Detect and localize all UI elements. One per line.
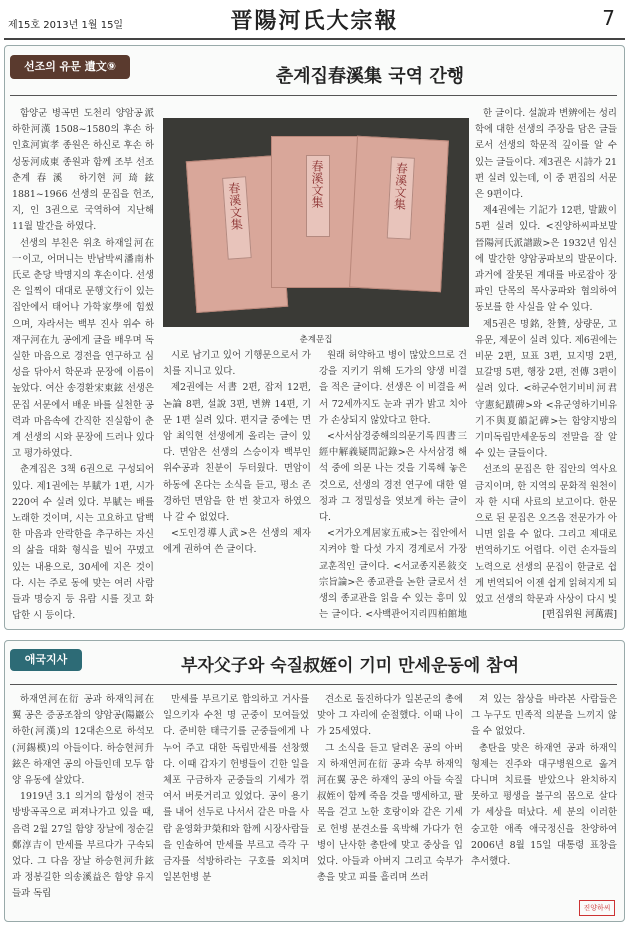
paragraph: 1919년 3.1 의거의 함성이 전국 방방곡곡으로 퍼져나가고 있을 때, 음력 2월 27일 함양 장날에 정순길鄭淳吉이 만세를 부르다가 구속되었다. 그 다음 장날 하승현河升鉉과 정봉길한 의송溪益은 함양 유지들과 독립 xyxy=(12,791,154,900)
paragraph: 견소로 돌진하다가 일본군의 총에 맞아 그 자리에 순절했다. 이때 나이가 25세였다. xyxy=(317,694,463,738)
section-label-top: 선조의 유문 遺文⑨ xyxy=(10,55,130,79)
book-cover xyxy=(271,136,363,288)
article-headline-top: 춘계집春溪集 국역 간행 xyxy=(275,66,465,87)
paragraph: 져 있는 참상을 바라본 사람들은 그 누구도 민족적 의분을 느끼지 않을 수 없었다. xyxy=(471,694,617,738)
book-title: 春溪文集 xyxy=(226,181,244,231)
paragraph: 선조의 문집은 한 집안의 역사요 금지이며, 한 지역의 문화적 원천이자 한 시대 사료의 보고이다. 한문으로 된 문집은 오즈음 전문가가 아니면 읽을 수 없다. 그리고 제대로 번역하기도 어렵다. 이런 손자들의 노력으로 선생의 문집이 한글로 쉽게 번역되어 이젠 쉽게 읽혀지게 되었고 선생의 학문과 사상이 다시 빛 xyxy=(475,464,617,604)
photo-caption: 춘계문집 xyxy=(299,335,333,345)
paragraph: 한 글이다. 설說과 변辨에는 성리학에 대한 선생의 주장을 담은 글들로서 선생의 학문적 깊이를 알 수 있는 글들이다. 제3권은 시詩가 21편 실려 있는데, 이 중 편집의 서문은 9편이다. xyxy=(475,108,617,201)
paragraph: 그 소식을 듣고 달려온 공의 아버지 하재연河在衍 공과 숙부 하재익河在翼 공은 하재익 공의 아들 숙질叔姪이 함께 죽음 것을 맹세하고, 팔목을 걷고 노한 호랑이와 같은 기세로 헌병 분견소를 육박해 가다가 헌병이 난사한 총탄에 맞고 중상을 입었다. 아들과 아버지 그리고 숙부가 총을 맞고 피를 흘리며 쓰러 xyxy=(317,742,463,884)
page-number: 7 xyxy=(602,6,615,30)
issue-date: 제15호 2013년 1월 15일 xyxy=(8,20,124,31)
paragraph: 시로 남기고 있어 기행문으로서 가치를 지니고 있다. xyxy=(163,350,311,378)
book-cover xyxy=(349,136,449,293)
book-title-label xyxy=(387,157,415,240)
book-title-label xyxy=(306,155,330,237)
paragraph: 만세를 부르기로 합의하고 거사를 일으키자 수천 명 군중이 모여들었다. 준비한 태극기를 군중들에게 나누어 주고 대한 독립만세를 선창했다. 이때 갑자기 헌병들이 긴한 일을 체포 구금하자 군중들의 기세가 꺾여서 버릇거리고 있었다. 공이 용기를 내어 선두로 나서서 같은 마을 사람 윤영화尹榮和와 함께 시장사람들을 인솔하여 만세를 부르고 즉각 구금자를 석방하라는 구호를 외치며 일본헌병 분 xyxy=(163,694,309,884)
paragraph: 함양군 병곡면 도천리 양암공派 하한河漢 1508~1580의 후손 하인효河寅孝 종원은 하신로 후손 하성동河成東 종원과 함께 조부 선조 춘계春溪 하기현河琦鉉 1881~1966 선생의 문집을 헌조, 지, 인 3권으로 국역하여 지난해 11월 발간을 하였다. xyxy=(12,108,154,233)
article-column xyxy=(163,692,309,914)
article-headline-bottom: 부자父子와 숙질叔姪이 기미 만세운동에 참여 xyxy=(180,656,519,676)
paragraph: 총탄을 맞은 하재연 공과 하재익 형제는 진주와 대구병원으로 옮겨 다니며 치료를 받았으나 완치하지 못하고 평생을 불구의 몸으로 살다가 세상을 떠났다. 세 분의 이러한 숭고한 애족 애국정신을 찬양하여 2006년 8월 15일 대통령 표창을 추서했다. xyxy=(471,742,617,868)
article-column xyxy=(471,692,617,892)
newspaper-title: 晋陽河氏大宗報 xyxy=(230,8,399,34)
paragraph: <도인경導人武>은 선생의 제자에게 권하여 쓴 글이다. xyxy=(163,528,311,556)
book-title: 春溪文集 xyxy=(310,160,324,208)
masthead-rule xyxy=(4,38,625,40)
article-column xyxy=(12,692,154,914)
article-column xyxy=(319,348,467,620)
article-column xyxy=(12,106,154,620)
paragraph: <사서삼경중해의의문기록四書三經中解義疑問記錄>은 사서삼경 해석 중에 의문 나는 것을 기록해 놓은 것으로, 선생의 경전 연구에 대한 열정과 그 정밀성을 엿보게 하는 글이다. xyxy=(319,431,467,524)
paragraph: 제4권에는 기記가 12편, 발跋이 5편 실려 있다. <진양하씨파보발晉陽河氏派譜跋>은 1932년 임신에 발간한 양암공파보의 발문이다. 과거에 잘못된 계대를 바로잡아 장파인 단목의 목사공파와 협의하여 동보를 한 사실을 알 수 있다. xyxy=(475,205,617,314)
paragraph: 춘계집은 3책 6권으로 구성되어 있다. 제1권에는 부賦가 1편, 시가 220여 수 실려 있다. 부賦는 배를 노래한 것이며, 시는 고요하고 담백한 마음과 안락한을 추구하는 자신의 삶을 대화 형식을 빌어 꾸몄고 있는 내용으로, 30세에 지은 것이다. 시는 주로 동에 맞는 여러 사람들과 명승지 등 유람 시를 짓고 화답한 시 등이다. xyxy=(12,464,154,620)
section-label-bottom: 애국지사 xyxy=(10,649,82,671)
headline-rule-bottom xyxy=(10,684,617,685)
book-title: 春溪文集 xyxy=(392,161,409,211)
masthead xyxy=(0,0,629,40)
paragraph: 하재연河在衍 공과 하재익河在翼 공은 증공조참의 양암공(陽巖公 하한(河漢)의 12대손으로 하석모(河錫模)의 아들이다. 하승현河升鉉은 하재연 공의 아들인데 모두 함양 유동에 살았다. xyxy=(12,694,154,787)
paragraph: 제2권에는 서書 2편, 잡저 12편, 논論 8편, 설說 3편, 변辨 14편, 기문 1편 실려 있다. 편지글 중에는 면암 최익현 선생에게 올리는 글이 있다. 면암은 선생의 스승이자 백부인 위수공과 친분이 두터웠다. 면암이 하동에 온다는 소식을 듣고, 평소 존경하던 면암을 한 번 찾고자 하였으나 갈 수 없었다. xyxy=(163,382,311,524)
book-photo xyxy=(163,118,469,327)
publisher-logo: 진양하씨 xyxy=(579,900,615,916)
article-column xyxy=(317,692,463,914)
byline: [편집위원 河萬震] xyxy=(542,609,617,620)
paragraph: 제5권은 명銘, 찬贊, 상량문, 고유문, 제문이 실려 있다. 제6권에는 비문 2편, 묘표 3편, 묘지명 2편, 묘갈명 5편, 행장 2편, 전傳 3편이 실려 있다. <하군수헌기비비河君守憲紀蹟碑>와 <유군영하기비유기不與夏韻記碑>는 함양지방의 기미독립만세운동의 전말을 잘 알 수 있는 글들이다. xyxy=(475,318,617,460)
paragraph: 원래 허약하고 병이 많았으므로 건강을 지키기 위해 도가의 양생 비결을 적은 글이다. 선생은 이 비결을 써서 72세까지도 눈과 귀가 밝고 치아가 손상되지 않았다고 한다. xyxy=(319,350,467,426)
article-column xyxy=(475,106,617,604)
paragraph: <거가오계居家五戒>는 집안에서 지켜야 할 다섯 가지 경계로서 가장 교훈적인 글이다. <서교종지론敍交宗旨論>은 종교관을 논한 글로서 선생의 종교관을 읽을 수 있는 흥미 있는 글이다. <사백관어지리四柏館地 xyxy=(319,528,467,620)
paragraph: 선생의 부친은 위초 하재일河在一이고, 어머니는 반남박씨潘南朴氏로 춘당 박명지의 후손이다. 선생은 일찍이 대대로 문행文行이 있는 집안에서 태어나 가학家學에 힘썼으며, 자라서는 백부 진사 위수 하재구河在九 공에게 글을 배우며 독실한 마음으로 경전을 연구하고 심성을 닦아서 학문과 문장에 이름이 높았다. 여산 송경환宋東鉉 선생은 문집 서문에서 배운 바를 실천한 공력과 마음속에 간직한 진실함이 춘계 선생의 시와 문장에 드러나 있다고 평가하였다. xyxy=(12,237,154,460)
headline-rule-top xyxy=(10,95,617,96)
article-column xyxy=(163,348,311,620)
book-title-label xyxy=(222,176,252,259)
